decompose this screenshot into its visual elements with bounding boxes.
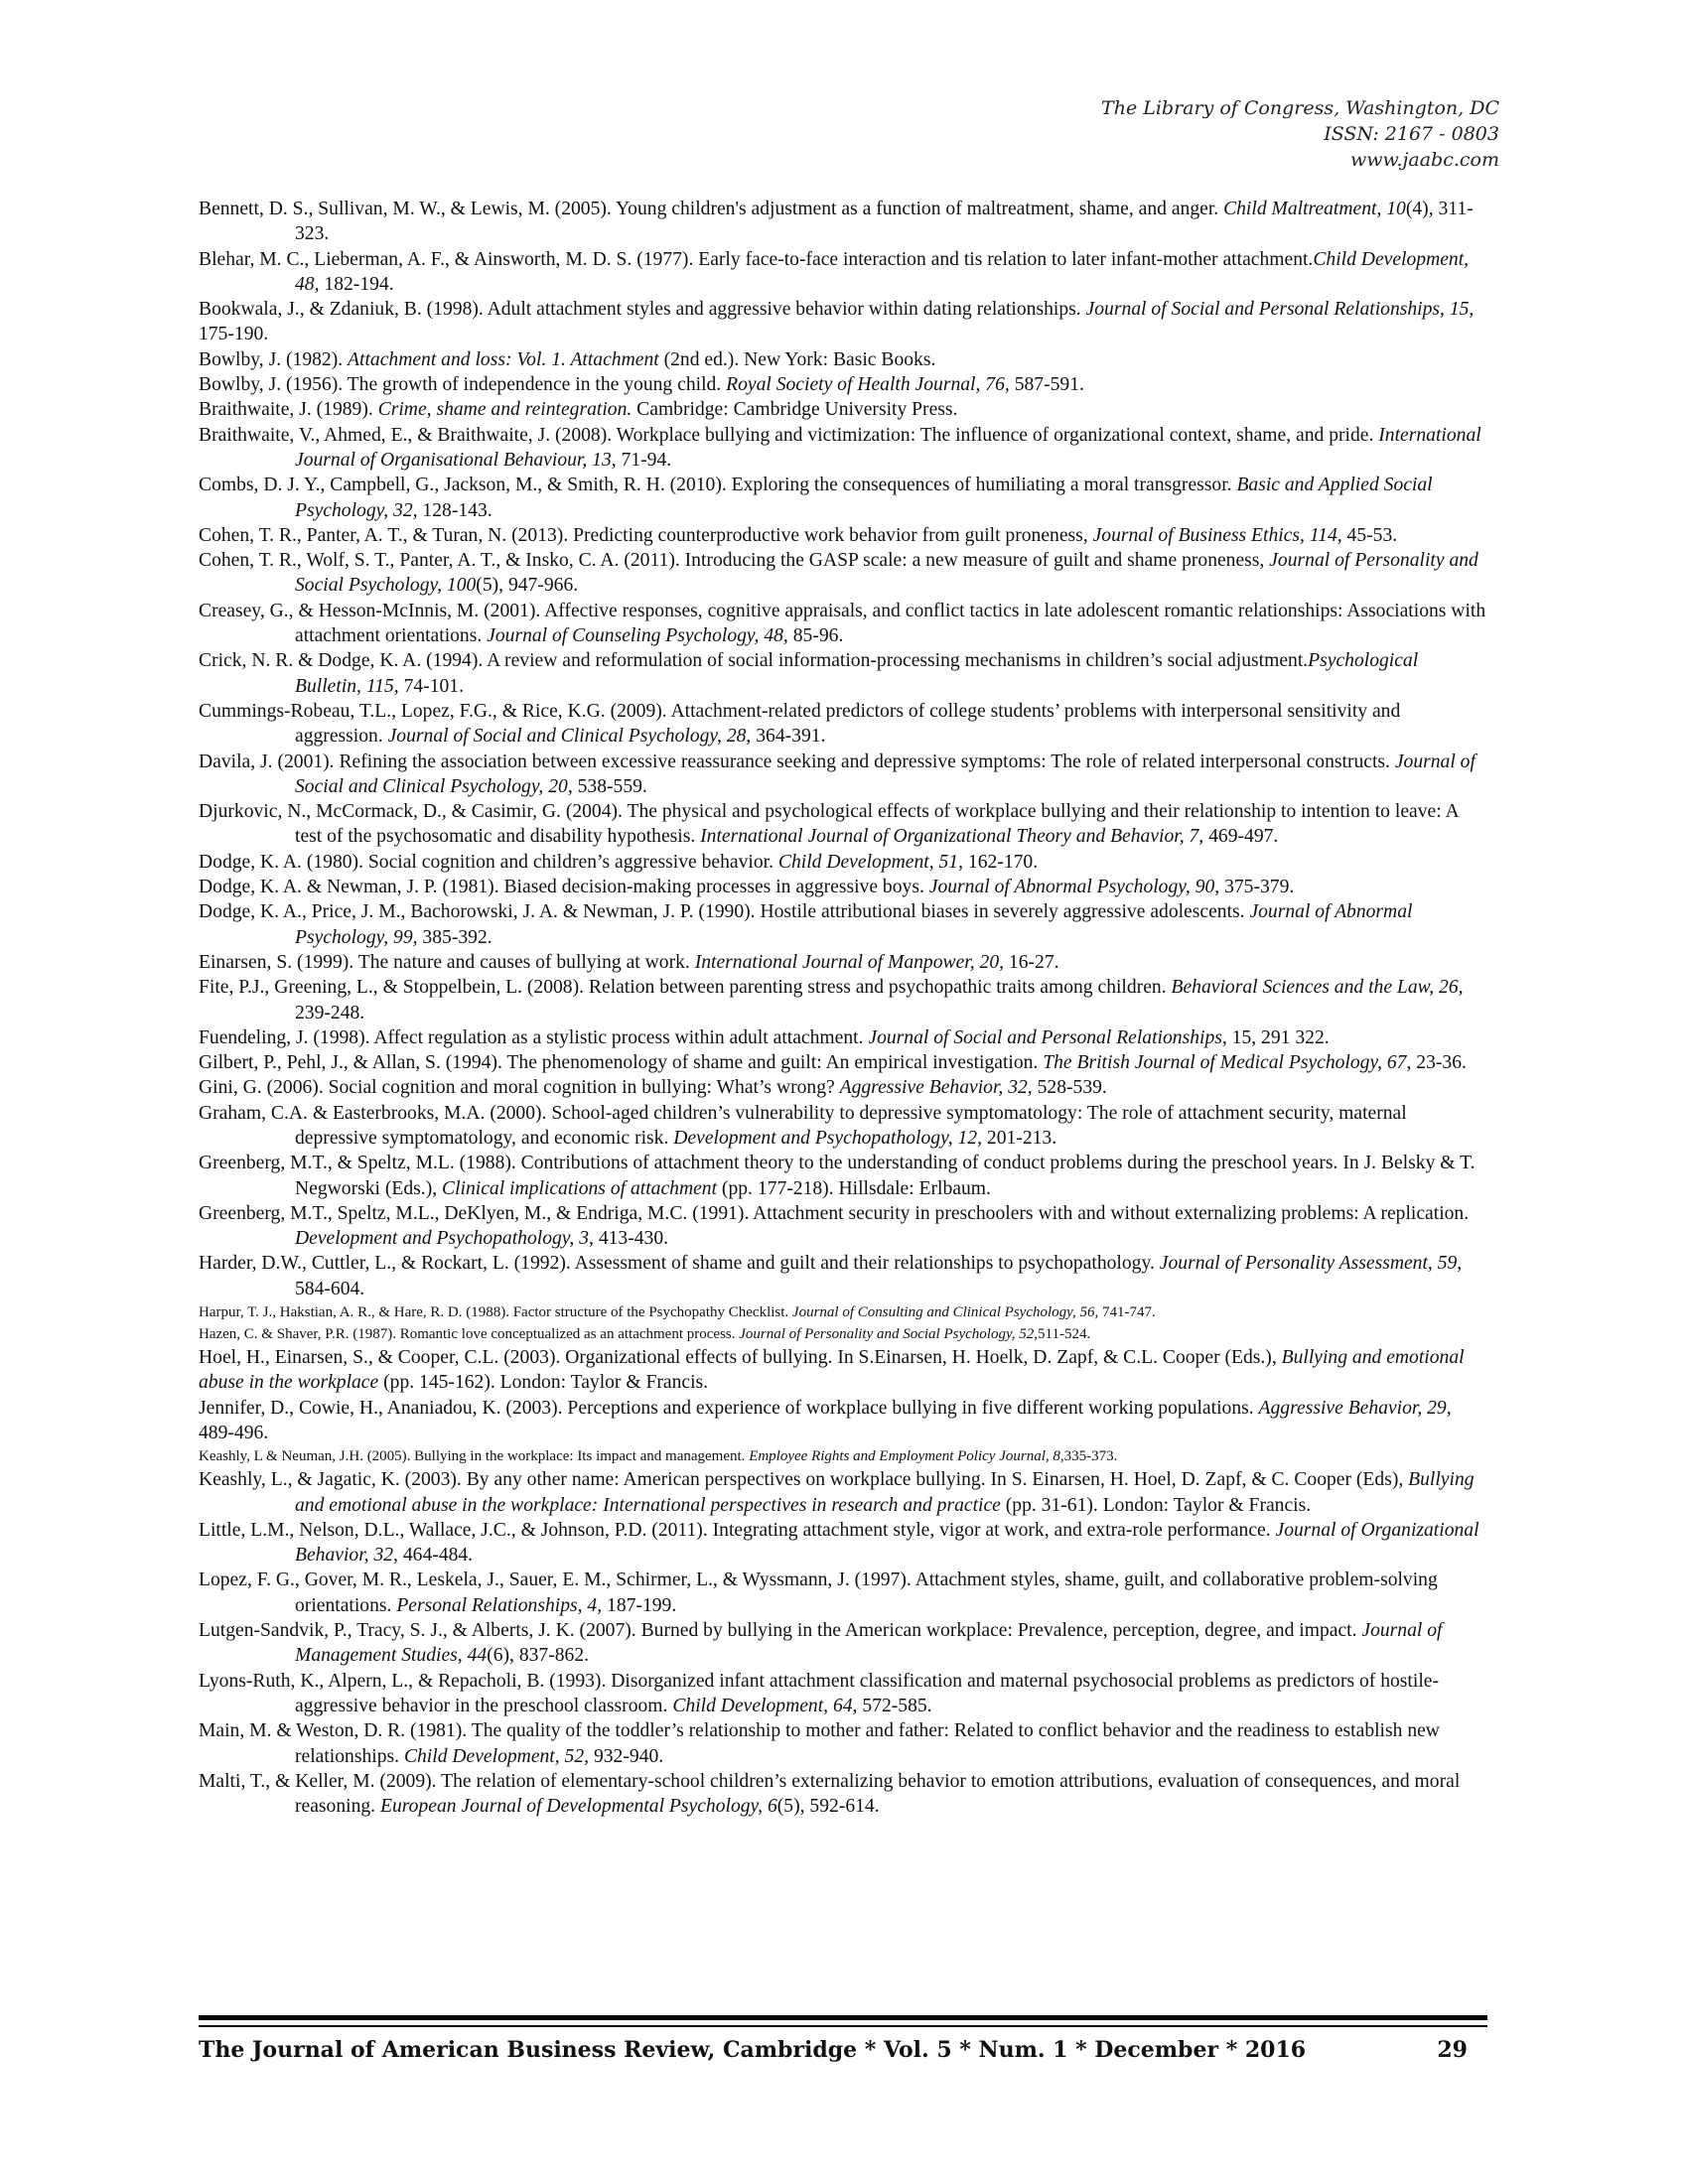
reference-pages: (5), 947-966. — [476, 575, 579, 597]
reference-entry — [199, 850, 1487, 875]
reference-entry — [199, 247, 1487, 298]
reference-entry — [199, 423, 1487, 474]
reference-entry — [199, 1323, 1487, 1345]
footer-rule-thin — [199, 2025, 1487, 2027]
reference-text: Greenberg, M.T., Speltz, M.L., DeKlyen, M., & Endriga, M.C. (1991). Attachment security in preschoolers with and without externalizing problems: A replication. — [199, 1202, 1470, 1224]
reference-pages: 511-524. — [1038, 1326, 1091, 1343]
reference-text: Main, M. & Weston, D. R. (1981). The quality of the toddler’s relationship to mother and father: Related to conflict behavior and the readiness to establish new relationships. — [199, 1720, 1440, 1767]
reference-source: Journal of Abnormal Psychology, 90, — [928, 877, 1220, 898]
reference-pages: Cambridge: Cambridge University Press. — [632, 399, 958, 421]
reference-text: Crick, N. R. & Dodge, K. A. (1994). A review and reformulation of social information-processing mechanisms in children’s social adjustment. — [199, 650, 1309, 672]
page-header — [1101, 95, 1499, 173]
reference-pages: 45-53. — [1341, 524, 1398, 546]
reference-text: Lutgen-Sandvik, P., Tracy, S. J., & Alberts, J. K. (2007). Burned by bullying in the American workplace: Prevalence, perception, degree, and impact. — [199, 1620, 1362, 1642]
reference-text: Bennett, D. S., Sullivan, M. W., & Lewis, M. (2005). Young children's adjustment as a function of maltreatment, shame, and anger. — [199, 199, 1224, 219]
reference-entry — [199, 1251, 1487, 1301]
reference-pages: (2nd ed.). New York: Basic Books. — [658, 348, 936, 370]
reference-pages: (pp. 145-162). London: Taylor & Francis. — [378, 1372, 709, 1394]
reference-entry — [199, 548, 1487, 599]
reference-text: Hazen, C. & Shaver, P.R. (1987). Romantic love conceptualized as an attachment process. — [199, 1326, 740, 1343]
reference-text: Cohen, T. R., Panter, A. T., & Turan, N. (2013). Predicting counterproductive work behavior from guilt proneness, — [199, 524, 1093, 546]
reference-entry — [199, 1025, 1487, 1050]
reference-source: Aggressive Behavior, 32, — [839, 1077, 1033, 1099]
page-number: 29 — [1437, 2037, 1468, 2063]
reference-pages: 489-496. — [199, 1422, 269, 1443]
reference-text: Creasey, G., & Hesson-McInnis, M. (2001). Affective responses, cognitive appraisals, and conflict tactics in late adolescent romantic relationships: Associations with attachment orientations. — [199, 600, 1486, 647]
reference-pages: 335-373. — [1063, 1448, 1118, 1465]
reference-pages: 469-497. — [1203, 826, 1279, 848]
reference-pages: 74-101. — [398, 675, 464, 697]
reference-text: Little, L.M., Nelson, D.L., Wallace, J.C., & Johnson, P.D. (2011). Integrating attachment style, vigor at work, and extra-role performance. — [199, 1519, 1276, 1541]
reference-source: International Journal of Manpower, 20, — [694, 951, 1005, 973]
reference-text: Cummings-Robeau, T.L., Lopez, F.G., & Rice, K.G. (2009). Attachment-related predictors of college students’ problems with interpersonal sensitivity and aggression. — [199, 700, 1401, 748]
reference-entry — [199, 1201, 1487, 1252]
reference-text: Gini, G. (2006). Social cognition and moral cognition in bullying: What’s wrong? — [199, 1077, 840, 1099]
reference-source: The British Journal of Medical Psychology, 67, — [1043, 1052, 1412, 1074]
reference-entry — [199, 347, 1487, 372]
reference-pages: 572-585. — [857, 1695, 932, 1716]
reference-pages: 528-539. — [1032, 1077, 1107, 1099]
reference-entry — [199, 1669, 1487, 1719]
reference-pages: 364-391. — [751, 726, 826, 748]
reference-text: Davila, J. (2001). Refining the association between excessive reassurance seeking and depressive symptoms: The role of related interpersonal constructs. — [199, 751, 1395, 772]
reference-pages: (pp. 31-61). London: Taylor & Francis. — [1000, 1494, 1312, 1516]
reference-source: Attachment and loss: Vol. 1. Attachment — [348, 348, 659, 370]
reference-pages: (5), 592-614. — [776, 1796, 880, 1818]
reference-text: Fuendeling, J. (1998). Affect regulation as a stylistic process within adult attachment. — [199, 1026, 869, 1048]
reference-source: Journal of Counseling Psychology, 48, — [487, 625, 788, 647]
reference-entry — [199, 648, 1487, 699]
reference-text: Braithwaite, J. (1989). — [199, 399, 378, 421]
reference-text: Dodge, K. A. & Newman, J. P. (1981). Biased decision-making processes in aggressive boys. — [199, 877, 929, 898]
reference-entry — [199, 799, 1487, 850]
reference-source: Journal of Social and Personal Relationships, 15, — [1085, 299, 1475, 321]
reference-pages: 182-194. — [319, 273, 394, 295]
reference-entry — [199, 1445, 1487, 1467]
reference-pages: 741-747. — [1098, 1304, 1156, 1321]
reference-text: Bookwala, J., & Zdaniuk, B. (1998). Adult attachment styles and aggressive behavior within dating relationships. — [199, 299, 1086, 321]
reference-source: Bullying and emotional abuse in the workplace: International perspectives in research and practice — [295, 1469, 1475, 1516]
reference-entry — [199, 899, 1487, 950]
reference-entry — [199, 372, 1487, 397]
reference-source: European Journal of Developmental Psychology, 6 — [379, 1796, 777, 1818]
reference-pages: 187-199. — [602, 1594, 677, 1616]
reference-pages: 162-170. — [963, 851, 1039, 873]
reference-text: Harder, D.W., Cuttler, L., & Rockart, L. (1992). Assessment of shame and guilt and their relationships to psychopathology. — [199, 1253, 1160, 1275]
reference-text: Dodge, K. A., Price, J. M., Bachorowski, J. A. & Newman, J. P. (1990). Hostile attributional biases in severely aggressive adolescents. — [199, 901, 1250, 923]
reference-text: Malti, T., & Keller, M. (2009). The relation of elementary-school children’s externalizing behavior to emotion attributions, evaluation of consequences, and moral reasoning. — [199, 1770, 1461, 1818]
reference-entry — [199, 1718, 1487, 1769]
reference-source: Basic and Applied Social Psychology, 32, — [295, 475, 1433, 521]
reference-text: Braithwaite, V., Ahmed, E., & Braithwaite, J. (2008). Workplace bullying and victimization: The influence of organizational context, shame, and pride. — [199, 424, 1379, 446]
reference-pages: 464-484. — [397, 1545, 474, 1567]
reference-pages: 413-430. — [593, 1228, 669, 1250]
reference-source: Journal of Social and Personal Relationships, — [868, 1026, 1227, 1048]
reference-text: Jennifer, D., Cowie, H., Ananiadou, K. (2003). Perceptions and experience of workplace bullying in five different working populations. — [199, 1397, 1259, 1419]
reference-pages: 175-190. — [199, 324, 269, 345]
reference-entry — [199, 197, 1487, 247]
reference-text: Keashly, L., & Jagatic, K. (2003). By any other name: American perspectives on workplace bullying. In S. Einarsen, H. Hoel, D. Zapf, & C. Cooper (Eds), — [199, 1469, 1409, 1491]
reference-text: Keashly, L & Neuman, J.H. (2005). Bullying in the workplace: Its impact and management. — [199, 1448, 750, 1465]
reference-source: Journal of Social and Clinical Psychology, 28, — [387, 726, 752, 748]
reference-pages: 932-940. — [589, 1745, 664, 1767]
reference-pages: 128-143. — [417, 499, 492, 521]
reference-source: International Journal of Organisational Behaviour, 13, — [295, 424, 1481, 471]
reference-text: Lyons-Ruth, K., Alpern, L., & Repacholi, B. (1993). Disorganized infant attachment classification and maternal psychosocial problems as predictors of hostile-aggressive behavior in the preschool classroom. — [199, 1670, 1439, 1716]
reference-source: Employee Rights and Employment Policy Journal, 8, — [749, 1448, 1064, 1465]
reference-entry — [199, 1518, 1487, 1569]
reference-entry — [199, 1301, 1487, 1323]
reference-pages: (4), 311-323. — [295, 199, 1474, 245]
reference-pages: 239-248. — [295, 1002, 365, 1024]
reference-text: Lopez, F. G., Gover, M. R., Leskela, J., Sauer, E. M., Schirmer, L., & Wyssmann, J. (1997). Attachment styles, shame, guilt, and collaborative problem-solving orientations. — [199, 1570, 1438, 1616]
reference-pages: 15, 291 322. — [1226, 1026, 1330, 1048]
reference-entry — [199, 975, 1487, 1025]
reference-entry — [199, 699, 1487, 750]
reference-text: Fite, P.J., Greening, L., & Stoppelbein, L. (2008). Relation between parenting stress and psychopathic traits among children. — [199, 977, 1172, 999]
reference-source: Clinical implications of attachment — [442, 1177, 718, 1199]
reference-entry — [199, 950, 1487, 975]
reference-source: Child Development, 48, — [295, 248, 1470, 295]
footer-rule-thick — [199, 2015, 1487, 2020]
reference-text: Greenberg, M.T., & Speltz, M.L. (1988). Contributions of attachment theory to the understanding of conduct problems during the preschool years. In J. Belsky & T. Negworski (Eds.), — [199, 1153, 1476, 1199]
reference-source: Journal of Consulting and Clinical Psychology, 56, — [791, 1304, 1099, 1321]
reference-text: Cohen, T. R., Wolf, S. T., Panter, A. T., & Insko, C. A. (2011). Introducing the GASP scale: a new measure of guilt and shame proneness, — [199, 550, 1270, 572]
reference-pages: 85-96. — [787, 625, 844, 647]
reference-entry — [199, 1769, 1487, 1820]
reference-source: International Journal of Organizational Theory and Behavior, 7, — [700, 826, 1204, 848]
reference-list — [199, 197, 1487, 1819]
reference-source: Journal of Organizational Behavior, 32, — [295, 1519, 1479, 1567]
reference-text: Bowlby, J. (1982). — [199, 348, 349, 370]
reference-entry — [199, 397, 1487, 422]
reference-source: Aggressive Behavior, 29, — [1258, 1397, 1452, 1419]
reference-pages: 16-27. — [1004, 951, 1059, 973]
reference-entry — [199, 750, 1487, 800]
reference-text: Combs, D. J. Y., Campbell, G., Jackson, M., & Smith, R. H. (2010). Exploring the consequences of humiliating a moral transgressor. — [199, 475, 1237, 496]
reference-text: Einarsen, S. (1999). The nature and causes of bullying at work. — [199, 951, 695, 973]
reference-entry — [199, 297, 1487, 347]
reference-entry — [199, 1345, 1487, 1396]
header-issn: ISSN: 2167 - 0803 — [1324, 123, 1499, 145]
reference-source: Child Development, 51, — [777, 851, 963, 873]
reference-entry — [199, 1467, 1487, 1518]
reference-entry — [199, 523, 1487, 548]
reference-source: Journal of Personality Assessment, 59, — [1159, 1253, 1463, 1275]
reference-entry — [199, 1050, 1487, 1075]
reference-source: Child Maltreatment, 10 — [1223, 199, 1406, 219]
header-website: www.jaabc.com — [1349, 149, 1499, 171]
reference-pages: 538-559. — [572, 775, 647, 797]
reference-entry — [199, 875, 1487, 899]
reference-entry — [199, 1396, 1487, 1446]
reference-pages: 201-213. — [982, 1127, 1057, 1149]
reference-source: Journal of Personality and Social Psychology, 52, — [739, 1326, 1039, 1343]
reference-source: Royal Society of Health Journal, 76, — [726, 374, 1010, 396]
reference-pages: 71-94. — [616, 449, 672, 471]
reference-source: Development and Psychopathology, 3, — [295, 1228, 594, 1250]
reference-entry — [199, 473, 1487, 523]
reference-entry — [199, 599, 1487, 649]
reference-source: Journal of Management Studies, 44 — [295, 1620, 1443, 1667]
reference-source: Journal of Personality and Social Psychology, 100 — [295, 550, 1478, 597]
reference-source: Psychological Bulletin, 115, — [295, 650, 1419, 697]
reference-source: Crime, shame and reintegration. — [377, 399, 633, 421]
reference-pages: 584-604. — [295, 1278, 365, 1299]
reference-entry — [199, 1618, 1487, 1669]
reference-text: Dodge, K. A. (1980). Social cognition and children’s aggressive behavior. — [199, 851, 778, 873]
reference-pages: (6), 837-862. — [487, 1645, 590, 1667]
reference-source: Development and Psychopathology, 12, — [673, 1127, 982, 1149]
reference-source: Journal of Social and Clinical Psychology, 20, — [295, 751, 1476, 797]
reference-source: Journal of Business Ethics, 114, — [1092, 524, 1342, 546]
reference-text: Blehar, M. C., Lieberman, A. F., & Ainsworth, M. D. S. (1977). Early face-to-face interaction and tis relation to later infant-mother attachment. — [199, 248, 1314, 270]
reference-entry — [199, 1101, 1487, 1152]
page-footer — [199, 2037, 1487, 2063]
reference-source: Behavioral Sciences and the Law, 26, — [1171, 977, 1464, 999]
reference-source: Journal of Abnormal Psychology, 99, — [295, 901, 1413, 948]
reference-text: Gilbert, P., Pehl, J., & Allan, S. (1994). The phenomenology of shame and guilt: An empirical investigation. — [199, 1052, 1044, 1074]
reference-text: Bowlby, J. (1956). The growth of independence in the young child. — [199, 374, 727, 396]
reference-entry — [199, 1075, 1487, 1100]
reference-entry — [199, 1151, 1487, 1201]
header-library: The Library of Congress, Washington, DC — [1101, 97, 1499, 119]
reference-source: Child Development, 64, — [672, 1695, 858, 1716]
reference-pages: 385-392. — [417, 926, 492, 948]
reference-entry — [199, 1568, 1487, 1618]
reference-text: Hoel, H., Einarsen, S., & Cooper, C.L. (2003). Organizational effects of bullying. In S.Einarsen, H. Hoelk, D. Zapf, & C.L. Cooper (Eds.), — [199, 1347, 1282, 1369]
reference-pages: 23-36. — [1411, 1052, 1467, 1074]
reference-text: Djurkovic, N., McCormack, D., & Casimir, G. (2004). The physical and psychological effects of workplace bullying and their relationship to intention to leave: A test of the psychosomatic and disability hypothesis. — [199, 801, 1459, 848]
reference-pages: (pp. 177-218). Hillsdale: Erlbaum. — [717, 1177, 991, 1199]
reference-source: Personal Relationships, 4, — [396, 1594, 603, 1616]
reference-pages: 587-591. — [1009, 374, 1084, 396]
reference-text: Harpur, T. J., Hakstian, A. R., & Hare, R. D. (1988). Factor structure of the Psychopathy Checklist. — [199, 1304, 792, 1321]
reference-source: Child Development, 52, — [403, 1745, 590, 1767]
reference-source: Bullying and emotional abuse in the workplace — [199, 1347, 1465, 1394]
reference-pages: 375-379. — [1219, 877, 1295, 898]
footer-journal: The Journal of American Business Review, Cambridge * Vol. 5 * Num. 1 * December * 2016 — [199, 2037, 1307, 2063]
reference-text: Graham, C.A. & Easterbrooks, M.A. (2000). School-aged children’s vulnerability to depressive symptomatology: The role of attachment security, maternal depressive symptomatology, and economic risk. — [199, 1102, 1407, 1149]
